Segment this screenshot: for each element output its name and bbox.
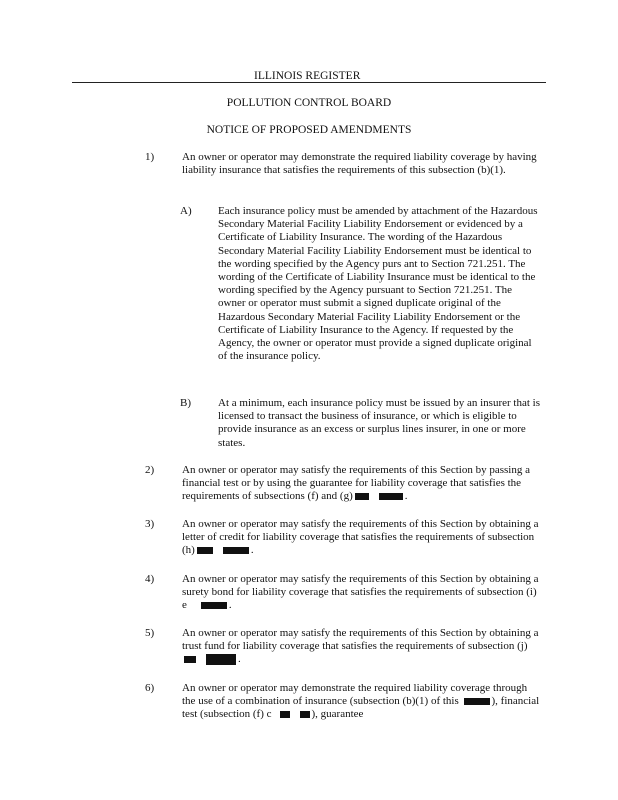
item-text-body: An owner or operator may satisfy the requirements of this Section by obtaining a surety bond for liability coverage that satisfies the requirements of subsection (i) e: [182, 573, 539, 612]
item-number: 4): [145, 573, 155, 585]
redaction-mark: [197, 547, 213, 554]
item-text-end: .: [404, 490, 408, 503]
subitem-number: A): [180, 205, 192, 217]
redaction-mark: [184, 656, 196, 663]
item-text: [182, 573, 542, 613]
item-text: [182, 627, 542, 667]
redaction-mark: [300, 711, 310, 718]
register-title: ILLINOIS REGISTER: [254, 70, 361, 82]
item-text-body: An owner or operator may satisfy the requirements of this Section by passing a financial test or by using the guarantee for liability coverage that satisfies the requirements of subsections (f) and (g): [182, 464, 530, 503]
subitem-text: Each insurance policy must be amended by attachment of the Hazardous Secondary Material Facility Liability Endorsement or evidenced by a Certificate of Liability Insurance. The wording of the Hazardous Secondary Material Facility Liability Endorsement must be identical to the wording specified by the Agency purs ant to Section 721.251. The wording of the Certificate of Liability Insurance must be identical to the wording specified by the Agency pursuant to Section 721.251. The owner or operator must submit a signed duplicate original of the Hazardous Secondary Material Facility Liability Endorsement or the Certificate of Liability Insurance to the Agency. If requested by the Agency, the owner or operator must provide a signed duplicate original of the insurance policy.: [218, 205, 538, 363]
item-text-end: .: [250, 544, 254, 557]
redaction-mark: [379, 493, 403, 500]
redaction-mark: [355, 493, 369, 500]
notice-title: NOTICE OF PROPOSED AMENDMENTS: [206, 124, 412, 136]
item-text-body: An owner or operator may satisfy the requirements of this Section by obtaining a trust fund for liability coverage that satisfies the requirements of subsection (j): [182, 627, 539, 653]
item-text-end: .: [228, 599, 232, 612]
item-text-body: ), guarantee: [311, 708, 364, 721]
redaction-mark: [206, 654, 236, 665]
item-text-body: An owner or operator may satisfy the requirements of this Section by obtaining a letter of credit for liability coverage that satisfies the requirements of subsection (h): [182, 518, 539, 557]
redaction-mark: [464, 698, 490, 705]
item-number: 5): [145, 627, 155, 639]
redaction-mark: [201, 602, 227, 609]
redaction-mark: [280, 711, 290, 718]
item-text-end: .: [238, 653, 241, 666]
item-text: [182, 464, 542, 504]
item-number: 1): [145, 151, 155, 163]
board-title: POLLUTION CONTROL BOARD: [226, 97, 392, 109]
item-number: 6): [145, 682, 155, 694]
item-text-body: ), financial test (subsection (f) c: [182, 695, 540, 721]
redaction-mark: [223, 547, 249, 554]
item-text: [182, 518, 542, 558]
item-text: [182, 682, 542, 722]
item-text: An owner or operator may demonstrate the required liability coverage by having liability insurance that satisfies the requirements of this subsection (b)(1).: [182, 151, 537, 177]
subitem-text: At a minimum, each insurance policy must be issued by an insurer that is licensed to transact the business of insurance, or which is eligible to provide insurance as an excess or surplus lines insurer, in one or more states.: [218, 397, 540, 449]
item-number: 3): [145, 518, 155, 530]
item-text-body: An owner or operator may demonstrate the required liability coverage through the use of a combination of insurance (subsection (b)(1) of this: [182, 682, 528, 708]
item-number: 2): [145, 464, 155, 476]
subitem-number: B): [180, 397, 191, 409]
